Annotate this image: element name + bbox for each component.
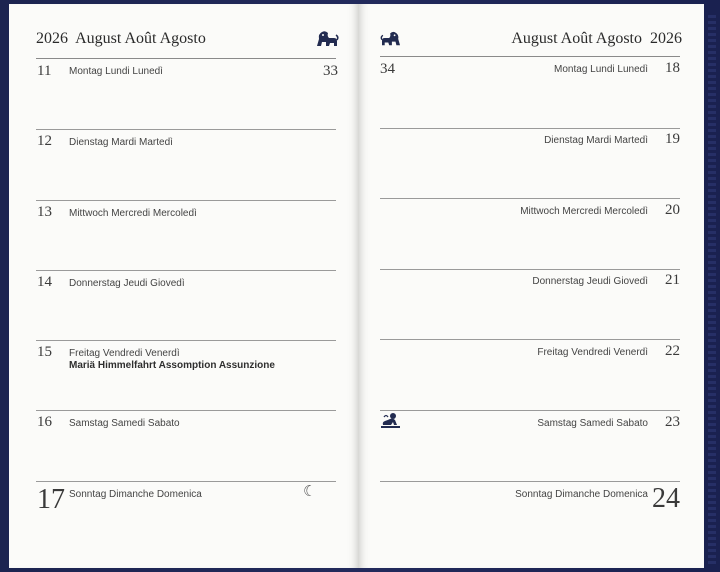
day-number: 15 — [37, 344, 52, 360]
left-header-month: August Août Agosto — [75, 30, 206, 47]
virgo-icon — [380, 411, 402, 429]
day-divider — [380, 128, 680, 129]
day-divider — [36, 481, 336, 482]
leo-lion-icon — [380, 29, 402, 47]
day-name[interactable]: Samstag Samedi Sabato — [69, 418, 180, 429]
left-page — [9, 4, 359, 568]
moon-phase-icon: ☾ — [303, 482, 317, 500]
left-header-rule — [36, 58, 336, 59]
cover-edge — [708, 12, 716, 564]
day-number: 13 — [37, 204, 52, 220]
day-name[interactable]: Sonntag Dimanche Domenica — [515, 489, 648, 500]
day-number: 19 — [665, 131, 680, 147]
day-divider — [380, 410, 680, 411]
right-page — [359, 4, 704, 568]
day-divider — [380, 339, 680, 340]
day-number-sunday: 24 — [652, 483, 680, 514]
day-number: 21 — [665, 272, 680, 288]
left-week-number: 33 — [323, 63, 338, 79]
day-number: 22 — [665, 343, 680, 359]
right-week-number: 34 — [380, 61, 395, 77]
day-name[interactable]: Donnerstag Jeudi Giovedì — [532, 276, 648, 287]
day-name[interactable]: Donnerstag Jeudi Giovedì — [69, 278, 185, 289]
day-name[interactable]: Sonntag Dimanche Domenica — [69, 489, 202, 500]
day-name[interactable]: Montag Lundi Lunedì — [554, 64, 648, 75]
day-divider — [380, 269, 680, 270]
day-number: 23 — [665, 414, 680, 430]
day-divider — [380, 481, 680, 482]
day-name[interactable]: Samstag Samedi Sabato — [537, 418, 648, 429]
day-name[interactable]: Dienstag Mardi Martedì — [544, 135, 648, 146]
day-number: 14 — [37, 274, 52, 290]
right-header-rule — [380, 56, 680, 57]
day-name[interactable]: Mittwoch Mercredi Mercoledì — [69, 208, 197, 219]
left-header-year: 2026 — [36, 30, 68, 47]
day-name[interactable]: Mittwoch Mercredi Mercoledì — [520, 206, 648, 217]
day-name[interactable]: Freitag Vendredi Venerdì — [537, 347, 648, 358]
right-header-month: August Août Agosto — [511, 30, 642, 47]
day-name[interactable]: Montag Lundi Lunedì — [69, 66, 163, 77]
day-number: 16 — [37, 414, 52, 430]
day-name[interactable]: Dienstag Mardi Martedì — [69, 137, 173, 148]
right-header-title — [511, 30, 682, 48]
day-divider — [36, 200, 336, 201]
left-header-title — [36, 30, 206, 48]
right-header-year: 2026 — [650, 30, 682, 47]
day-number: 18 — [665, 60, 680, 76]
day-name[interactable]: Freitag Vendredi Venerdì — [69, 348, 180, 359]
day-divider — [36, 270, 336, 271]
day-divider — [36, 410, 336, 411]
day-number: 20 — [665, 202, 680, 218]
day-number-sunday: 17 — [37, 484, 65, 515]
day-number: 12 — [37, 133, 52, 149]
day-divider — [380, 198, 680, 199]
day-divider — [36, 129, 336, 130]
day-number: 11 — [37, 63, 52, 79]
holiday-label: Mariä Himmelfahrt Assomption Assunzione — [69, 360, 275, 371]
leo-lion-icon — [315, 28, 339, 48]
day-divider — [36, 340, 336, 341]
